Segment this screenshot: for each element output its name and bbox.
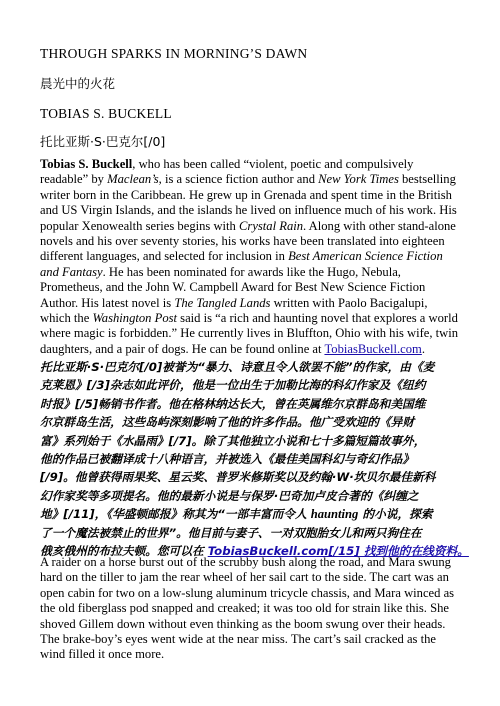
- bio-line: readable” by Maclean’s, is a science fiction author and New York Times bestselling: [40, 172, 456, 187]
- author-name-chinese: 托比亚斯·S·巴克尔[/0]: [40, 134, 166, 149]
- bio-line: writer born in the Caribbean. He grew up in Grenada and spent time in the British: [40, 187, 452, 202]
- publication-title: New York Times: [318, 172, 399, 187]
- bio-line: which the Washington Post said is “a rich and haunting novel that explores a world: [40, 311, 458, 326]
- book-title: Crystal Rain: [239, 218, 304, 233]
- author-name-english: TOBIAS S. BUCKELL: [40, 106, 172, 121]
- bio-zh-line: 富》系列始于《水晶雨》[/7]。除了其他独立小说和七十多篇短篇故事外，: [40, 433, 426, 448]
- bio-zh-line: 了一个魔法被禁止的世界”。他目前与妻子、一对双胞胎女儿和两只狗住在: [40, 525, 422, 540]
- bio-zh-line: 克莱恩》[/3]杂志如此评价，他是一位出生于加勒比海的科幻作家及《纽约: [40, 378, 426, 393]
- book-title: and Fantasy: [40, 264, 103, 279]
- book-title: The Tangled Lands: [174, 295, 271, 310]
- story-opening-paragraph: [40, 555, 462, 663]
- bio-line: different languages, and selected for inclusion in Best American Science Fiction: [40, 249, 443, 264]
- author-bio-english: [40, 157, 462, 357]
- story-line: shoved Gillem down without even thinking as the boom swung over their heads.: [40, 616, 446, 631]
- book-title: Best American Science Fiction: [288, 249, 443, 264]
- author-website-link-chinese[interactable]: TobiasBuckell.com[/15] 找到他的在线资料。: [207, 544, 469, 559]
- story-title-english: THROUGH SPARKS IN MORNING’S DAWN: [40, 46, 308, 61]
- publication-title: Washington Post: [92, 311, 178, 326]
- story-line: hard on the tiller to jam the rear wheel of her sail cart to the side. The cart was an: [40, 570, 449, 585]
- author-bio-chinese: [40, 358, 469, 560]
- author-name-bold: Tobias S. Buckell: [40, 157, 133, 171]
- story-line: open cabin for two on a low-slung aluminum tricycle chassis, and Mara winced as: [40, 585, 455, 600]
- bio-line: daughters, and a pair of dogs. He can be found online at TobiasBuckell.com.: [40, 341, 426, 356]
- bio-line: and US Virgin Islands, and the islands he lived on influence much of his work. His: [40, 203, 457, 218]
- story-line: The brake-boy’s eyes went wide at the near miss. The cart’s sail cracked as the: [40, 632, 436, 647]
- story-title-chinese: 晨光中的火花: [40, 76, 116, 91]
- story-line: the old fiberglass pod snapped and creaked; it was too old for strain like this. She: [40, 601, 449, 616]
- bio-line: novels and his over seventy stories, his works have been translated into eighteen: [40, 234, 445, 249]
- story-line: A raider on a horse burst out of the scrubby bush along the road, and Mara swung: [40, 555, 451, 569]
- bio-zh-line: 幻作家奖等多项提名。他的最新小说是与保罗·巴奇加卢皮合著的《纠缠之: [40, 488, 419, 503]
- bio-zh-line: 时报》[/5]畅销书作者。他在格林纳达长大，曾在英属维尔京群岛和美国维: [40, 396, 426, 411]
- bio-zh-line: [/9]。他曾获得雨果奖、星云奖、普罗米修斯奖以及约翰·W·坎贝尔最佳新科: [40, 470, 436, 485]
- author-website-link[interactable]: TobiasBuckell.com: [324, 341, 422, 356]
- bio-line: Prometheus, and the John W. Campbell Award for Best New Science Fiction: [40, 280, 426, 295]
- bio-line: popular Xenowealth series begins with Crystal Rain. Along with other stand-alone: [40, 218, 456, 233]
- bio-zh-line: 他的作品已被翻译成十八种语言，并被选入《最佳美国科幻与奇幻作品》: [40, 452, 415, 467]
- bio-line: and Fantasy. He has been nominated for awards like the Hugo, Nebula,: [40, 264, 401, 279]
- publication-title: Maclean’s: [107, 172, 159, 187]
- bio-line: Author. His latest novel is The Tangled Lands written with Paolo Bacigalupi,: [40, 295, 428, 310]
- bio-line: where magic is forbidden.” He currently lives in Bluffton, Ohio with his wife, twin: [40, 326, 459, 341]
- bio-zh-line: 托比亚斯·S·巴克尔[/0]被誉为“暴力、诗意且令人欲罢不能”的作家，由《麦: [40, 360, 435, 374]
- bio-zh-line: 尔京群岛生活，这些岛屿深刻影响了他的许多作品。他广受欢迎的《异财: [40, 415, 415, 430]
- latin-word: haunting: [310, 507, 359, 522]
- bio-zh-line: 俄亥俄州的布拉夫顿。您可以在 TobiasBuckell.com[/15] 找到他的在线资料。: [40, 544, 469, 559]
- story-line: wind filled it once more.: [40, 647, 165, 662]
- bio-zh-line: 地》[/11]，《华盛顿邮报》称其为“一部丰富而令人 haunting 的小说，探索: [40, 507, 433, 522]
- bio-line: Tobias S. Buckell, who has been called “violent, poetic and compulsively: [40, 157, 414, 171]
